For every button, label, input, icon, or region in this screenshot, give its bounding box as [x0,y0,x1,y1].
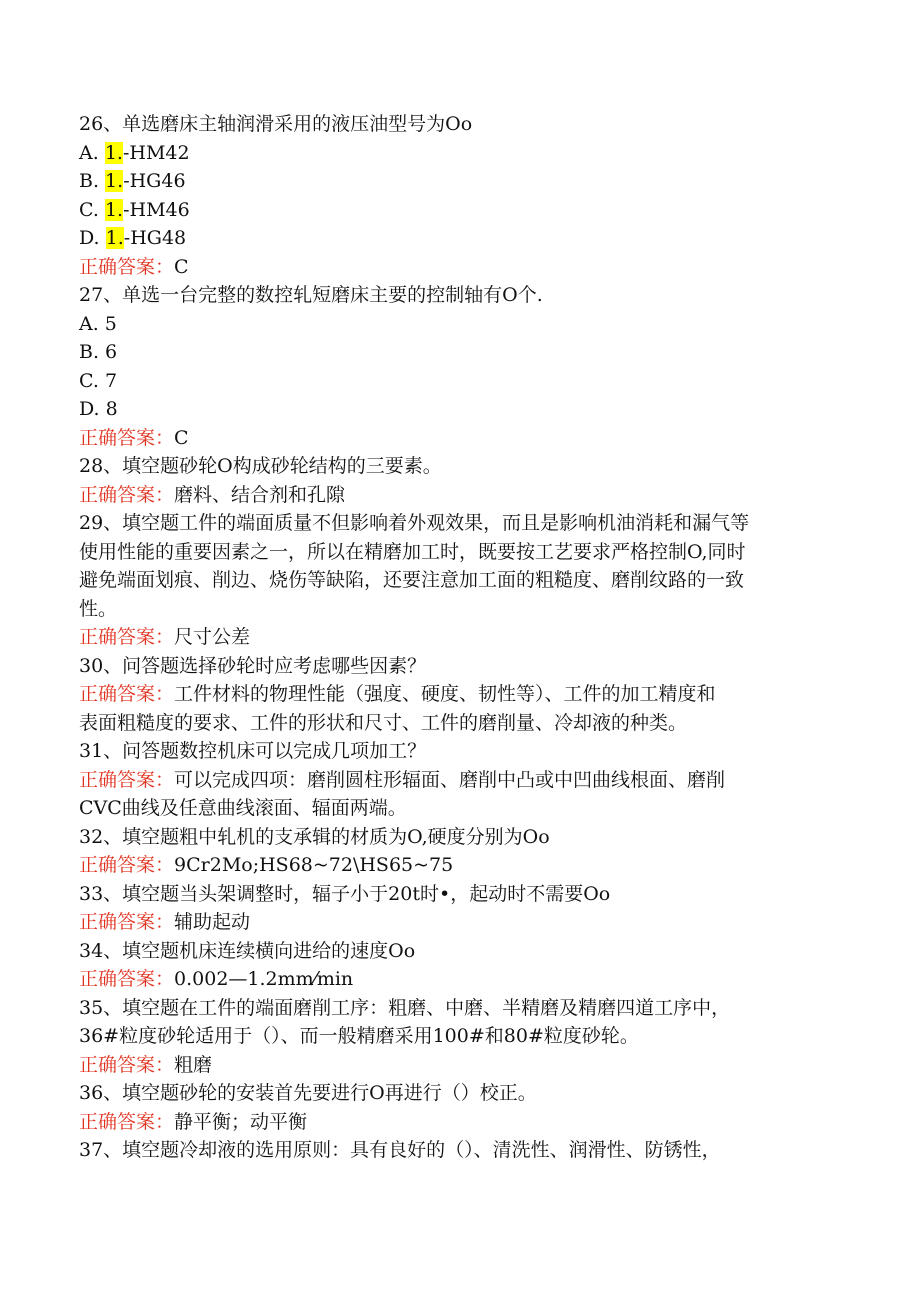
answer-label: 正确答案： [79,968,175,990]
answer-value: 9Cr2Mo;HS68~72\HS65~75 [174,854,454,876]
answer-label: 正确答案： [79,1053,175,1076]
answer-value: 辅助起动 [174,911,251,933]
text-line: 34、填空题机床连续横向进给的速度Oo [79,939,416,962]
answer-value: C [174,255,189,278]
answer-label: 正确答案： [79,683,175,705]
answer-line [79,851,839,880]
answer-label: 正确答案： [79,911,175,933]
document-page [79,110,839,1165]
answer-label: 正确答案： [79,426,175,449]
option-highlight: 1. [105,227,124,249]
text-line: 使用性能的重要因素之一，所以在精磨加工时，既要按工艺要求严格控制O,同时 [79,540,746,563]
option-letter: D. [79,227,106,249]
text-line: 表面粗糙度的要求、工件的形状和尺寸、工件的磨削量、冷却液的种类。 [79,711,688,734]
answer-line [79,766,839,795]
option-line [79,167,839,196]
option-text: -HM42 [122,141,190,164]
answer-label: 正确答案： [79,626,175,648]
answer-label: 正确答案： [79,483,175,506]
answer-line [79,965,839,994]
text-line: 性。 [79,597,118,620]
text-line: 37、填空题冷却液的选用原则：具有良好的（）、清洗性、润滑性、防锈性， [79,1139,721,1161]
option-line [79,224,839,253]
answer-line [79,1108,839,1137]
answer-line [79,623,839,652]
option-letter: C. [79,198,105,221]
text-line: 31、问答题数控机床可以完成几项加工？ [79,740,427,762]
answer-label: 正确答案： [79,854,175,876]
answer-label: 正确答案： [79,768,175,791]
answer-value: 粗磨 [174,1053,213,1076]
text-line: 29、填空题工件的端面质量不但影响着外观效果，而且是影响机油消耗和漏气等 [79,512,750,534]
answer-line [79,253,839,282]
text-line: 32、填空题粗中轧机的支承辑的材质为O,硬度分别为Oo [79,825,550,848]
option-highlight: 1. [104,141,123,164]
answer-value: 静平衡；动平衡 [174,1110,308,1133]
option-text: -HG46 [123,170,186,192]
answer-value: 工件材料的物理性能（强度、硬度、韧性等）、工件的加工精度和 [174,683,716,705]
option-line [79,196,839,225]
text-line: 36#粒度砂轮适用于（）、而一般精磨采用100#和80#粒度砂轮。 [79,1025,639,1047]
text-line: 避免端面划痕、削边、烧伤等缺陷，还要注意加工面的粗糙度、磨削纹路的一致 [79,569,745,591]
option-text: -HM46 [123,198,190,221]
answer-line [79,424,839,453]
answer-value: C [174,426,189,449]
option-line [79,139,839,168]
text-line: 30、问答题选择砂轮时应考虑哪些因素？ [79,654,427,677]
answer-label: 正确答案： [79,1110,175,1133]
option-highlight: 1. [104,198,124,221]
text-line: 36、填空题砂轮的安装首先要进行O再进行（）校正。 [79,1082,537,1104]
answer-value: 0.002—1.2mm⁄min [174,968,354,990]
text-line: C. 7 [79,369,118,392]
answer-label: 正确答案： [79,255,175,278]
answer-line [79,680,839,709]
answer-line [79,1051,839,1080]
text-line: 27、单选一台完整的数控轧短磨床主要的控制轴有O个. [79,284,543,306]
answer-value: 尺寸公差 [174,626,251,648]
text-line: 28、填空题砂轮O构成砂轮结构的三要素。 [79,455,442,477]
answer-value: 可以完成四项：磨削圆柱形辐面、磨削中凸或中凹曲线根面、磨削 [174,768,726,791]
text-line: 33、填空题当头架调整时，辐子小于20t时•，起动时不需要Oo [79,882,611,905]
option-text: -HG48 [123,227,187,249]
option-highlight: 1. [105,170,124,192]
answer-line [79,908,839,937]
option-letter: A. [79,141,105,164]
answer-value: 磨料、结合剂和孔隙 [174,483,346,506]
text-line: B. 6 [79,341,118,363]
text-line: D. 8 [79,398,118,420]
text-line: CVC曲线及任意曲线滚面、辐面两端。 [79,797,407,819]
text-line: 35、填空题在工件的端面磨削工序：粗磨、中磨、半精磨及精磨四道工序中， [79,996,731,1019]
text-line: A. 5 [79,312,117,335]
option-letter: B. [79,170,106,192]
text-line: 26、单选磨床主轴润滑采用的液压油型号为Oo [79,113,473,135]
answer-line [79,481,839,510]
